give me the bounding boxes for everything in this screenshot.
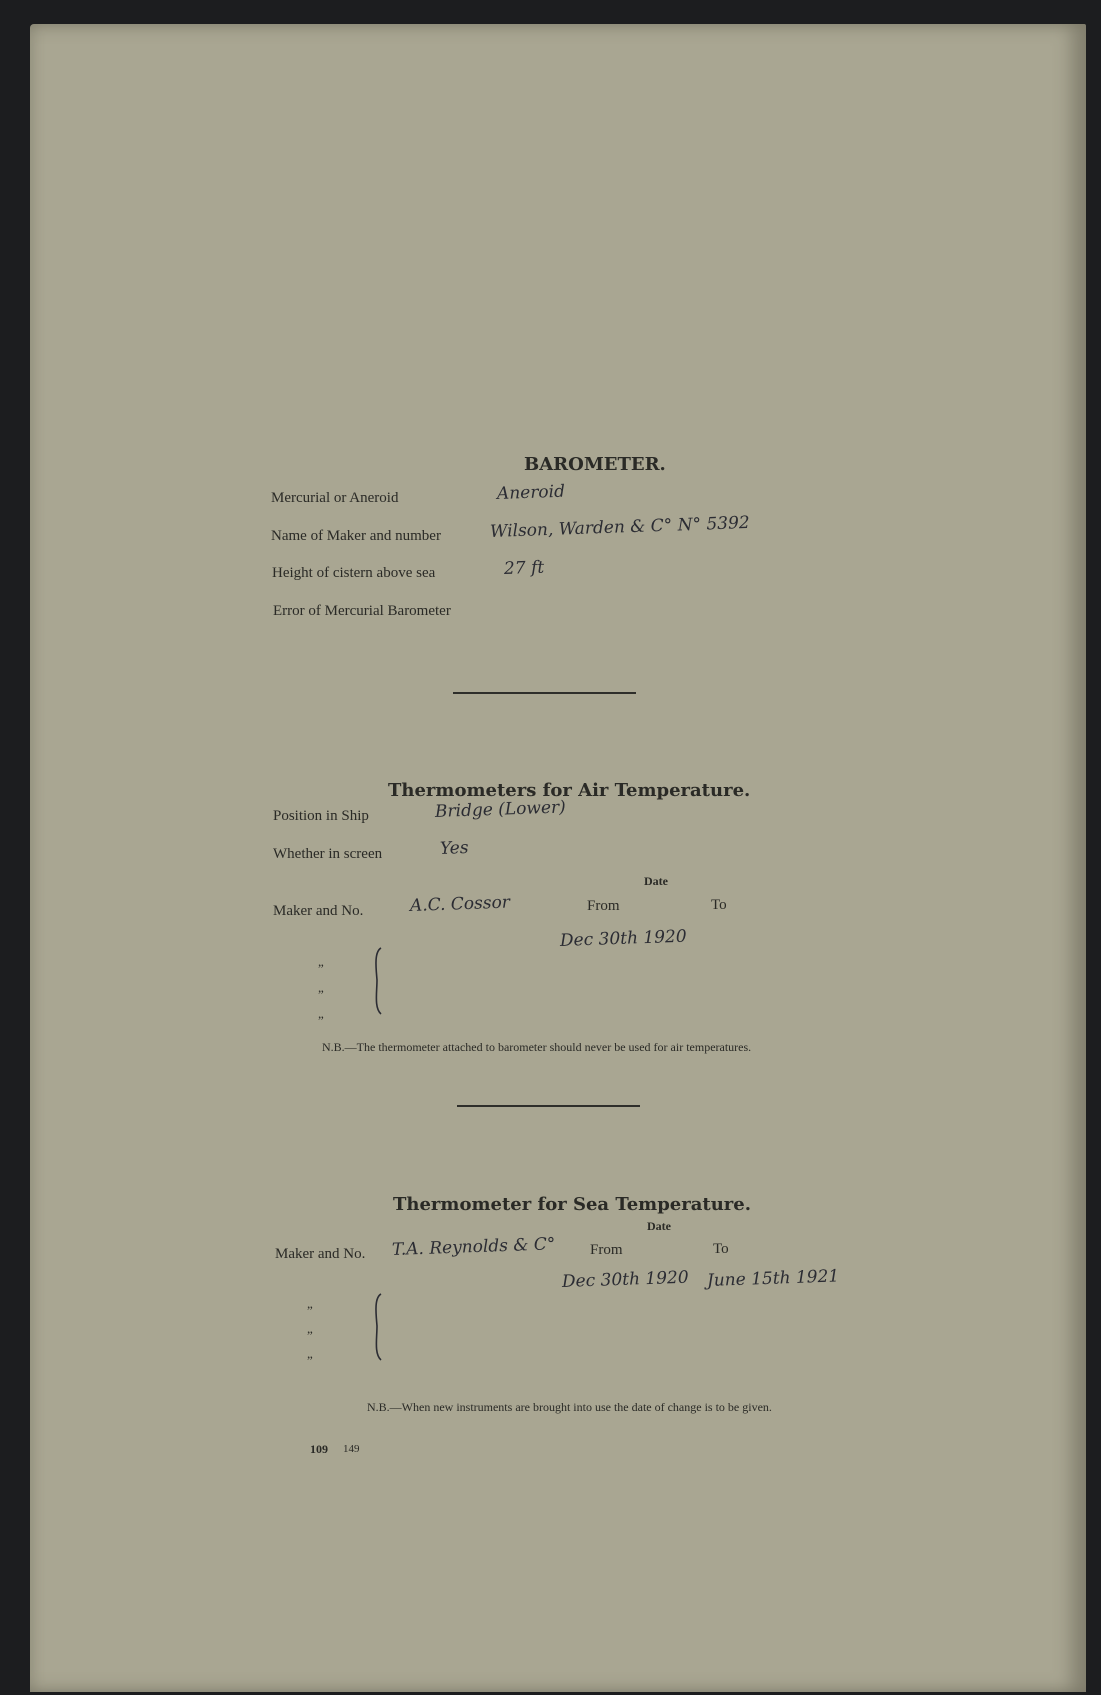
air-maker-label: Maker and No. — [273, 903, 364, 919]
sea-date-label: Date — [647, 1219, 671, 1233]
sea-note: N.B.—When new instruments are brought into use the date of change is to be given. — [367, 1400, 772, 1414]
barometer-heading: BAROMETER. — [524, 454, 666, 475]
sea-ditto-2: „ — [307, 1321, 313, 1336]
air-from-date: Dec 30th 1920 — [559, 926, 687, 951]
position-in-ship-value: Bridge (Lower) — [434, 797, 567, 822]
form-code-b: 149 — [343, 1443, 360, 1455]
air-to-label: To — [711, 897, 727, 913]
maker-number-value: Wilson, Warden & C° N° 5392 — [489, 512, 751, 542]
air-note: N.B.—The thermometer attached to barometer should never be used for air temperatures. — [322, 1040, 752, 1054]
form-page — [30, 24, 1086, 1692]
sea-maker-value: T.A. Reynolds & C° — [391, 1234, 556, 1260]
sea-to-date: June 15th 1921 — [706, 1266, 840, 1291]
air-ditto-1: „ — [318, 954, 324, 969]
sea-ditto-3: „ — [307, 1346, 313, 1361]
air-date-label: Date — [644, 874, 668, 888]
air-maker-value: A.C. Cossor — [409, 892, 511, 916]
sea-from-date: Dec 30th 1920 — [561, 1267, 689, 1292]
section-divider-2 — [457, 1105, 640, 1107]
air-ditto-3: „ — [318, 1006, 324, 1021]
sea-maker-label: Maker and No. — [275, 1246, 366, 1262]
air-from-label: From — [587, 898, 620, 914]
sea-from-label: From — [590, 1242, 623, 1258]
sea-ditto-1: „ — [307, 1296, 313, 1311]
form-code-a: 109 — [310, 1442, 328, 1456]
sea-to-label: To — [713, 1241, 729, 1257]
sea-brace — [370, 1292, 384, 1362]
mercurial-or-aneroid-value: Aneroid — [496, 481, 566, 504]
cistern-height-label: Height of cistern above sea — [272, 565, 436, 581]
mercurial-or-aneroid-label: Mercurial or Aneroid — [271, 490, 399, 506]
position-in-ship-label: Position in Ship — [273, 808, 369, 824]
sea-thermometer-heading: Thermometer for Sea Temperature. — [393, 1194, 751, 1215]
air-thermometers-heading: Thermometers for Air Temperature. — [388, 780, 751, 801]
air-ditto-2: „ — [318, 980, 324, 995]
section-divider — [453, 692, 636, 694]
in-screen-label: Whether in screen — [273, 846, 383, 862]
cistern-height-value: 27 ft — [503, 557, 545, 579]
air-brace — [370, 946, 384, 1016]
mercurial-error-label: Error of Mercurial Barometer — [273, 603, 451, 619]
maker-number-label: Name of Maker and number — [271, 528, 441, 544]
in-screen-value: Yes — [439, 838, 469, 859]
